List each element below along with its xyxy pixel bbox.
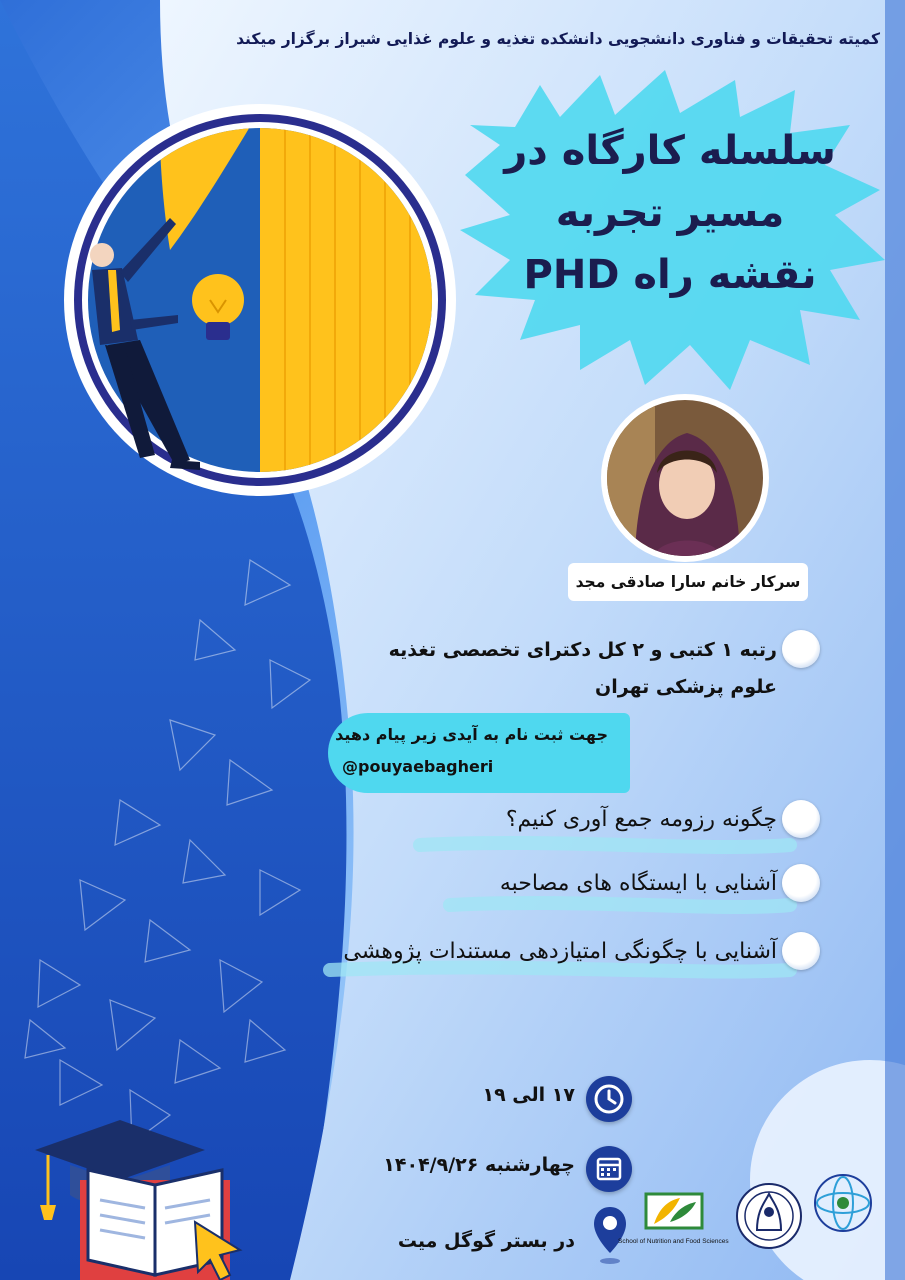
speaker-name: سرکار خانم سارا صادقی مجد [568,563,808,601]
research-committee-logo [810,1170,876,1236]
event-date: چهارشنبه ۱۴۰۴/۹/۲۶ [383,1154,575,1176]
clock-icon [586,1076,632,1122]
title-line-1: سلسله کارگاه در [504,128,836,174]
event-time: ۱۷ الی ۱۹ [482,1084,575,1106]
topic-item-3: آشنایی با چگونگی امتیازدهی مستندات پژوهشی [343,939,777,964]
calendar-icon [586,1146,632,1192]
title-line-2: مسیر تجربه [555,190,785,236]
credential-line-2: علوم پزشکی تهران [595,676,777,698]
bullet-circle-icon [782,932,820,970]
title-line-3: نقشه راه PHD [523,252,817,298]
bullet-circle-icon [782,800,820,838]
location-pin-icon [592,1205,628,1267]
bullet-circle-icon [782,630,820,668]
university-seal-logo [735,1170,803,1262]
nutrition-school-logo [640,1188,710,1234]
registration-text: جهت ثبت نام به آیدی زیر پیام دهید [335,725,608,744]
credential-line-1: رتبه ۱ کتبی و ۲ کل دکترای تخصصی تغذیه [388,639,777,661]
title-block [470,120,870,306]
bullet-circle-icon [782,864,820,902]
book-graduation-illustration [30,1110,260,1280]
registration-box [328,713,630,793]
speaker-photo [595,393,775,563]
organizer-text: کمیته تحقیقات و فناوری دانشجویی دانشکده تغذیه و علوم غذایی شیراز برگزار میکند [236,30,880,48]
curtain-illustration [60,100,460,500]
registration-handle[interactable]: @pouyaebagheri [342,757,494,776]
topic-item-2: آشنایی با ایستگاه های مصاحبه [499,871,777,896]
nutrition-school-caption: School of Nutrition and Food Sciences [618,1238,729,1245]
event-platform: در بستر گوگل میت [397,1230,575,1252]
topic-item-1: چگونه رزومه جمع آوری کنیم؟ [505,807,777,832]
